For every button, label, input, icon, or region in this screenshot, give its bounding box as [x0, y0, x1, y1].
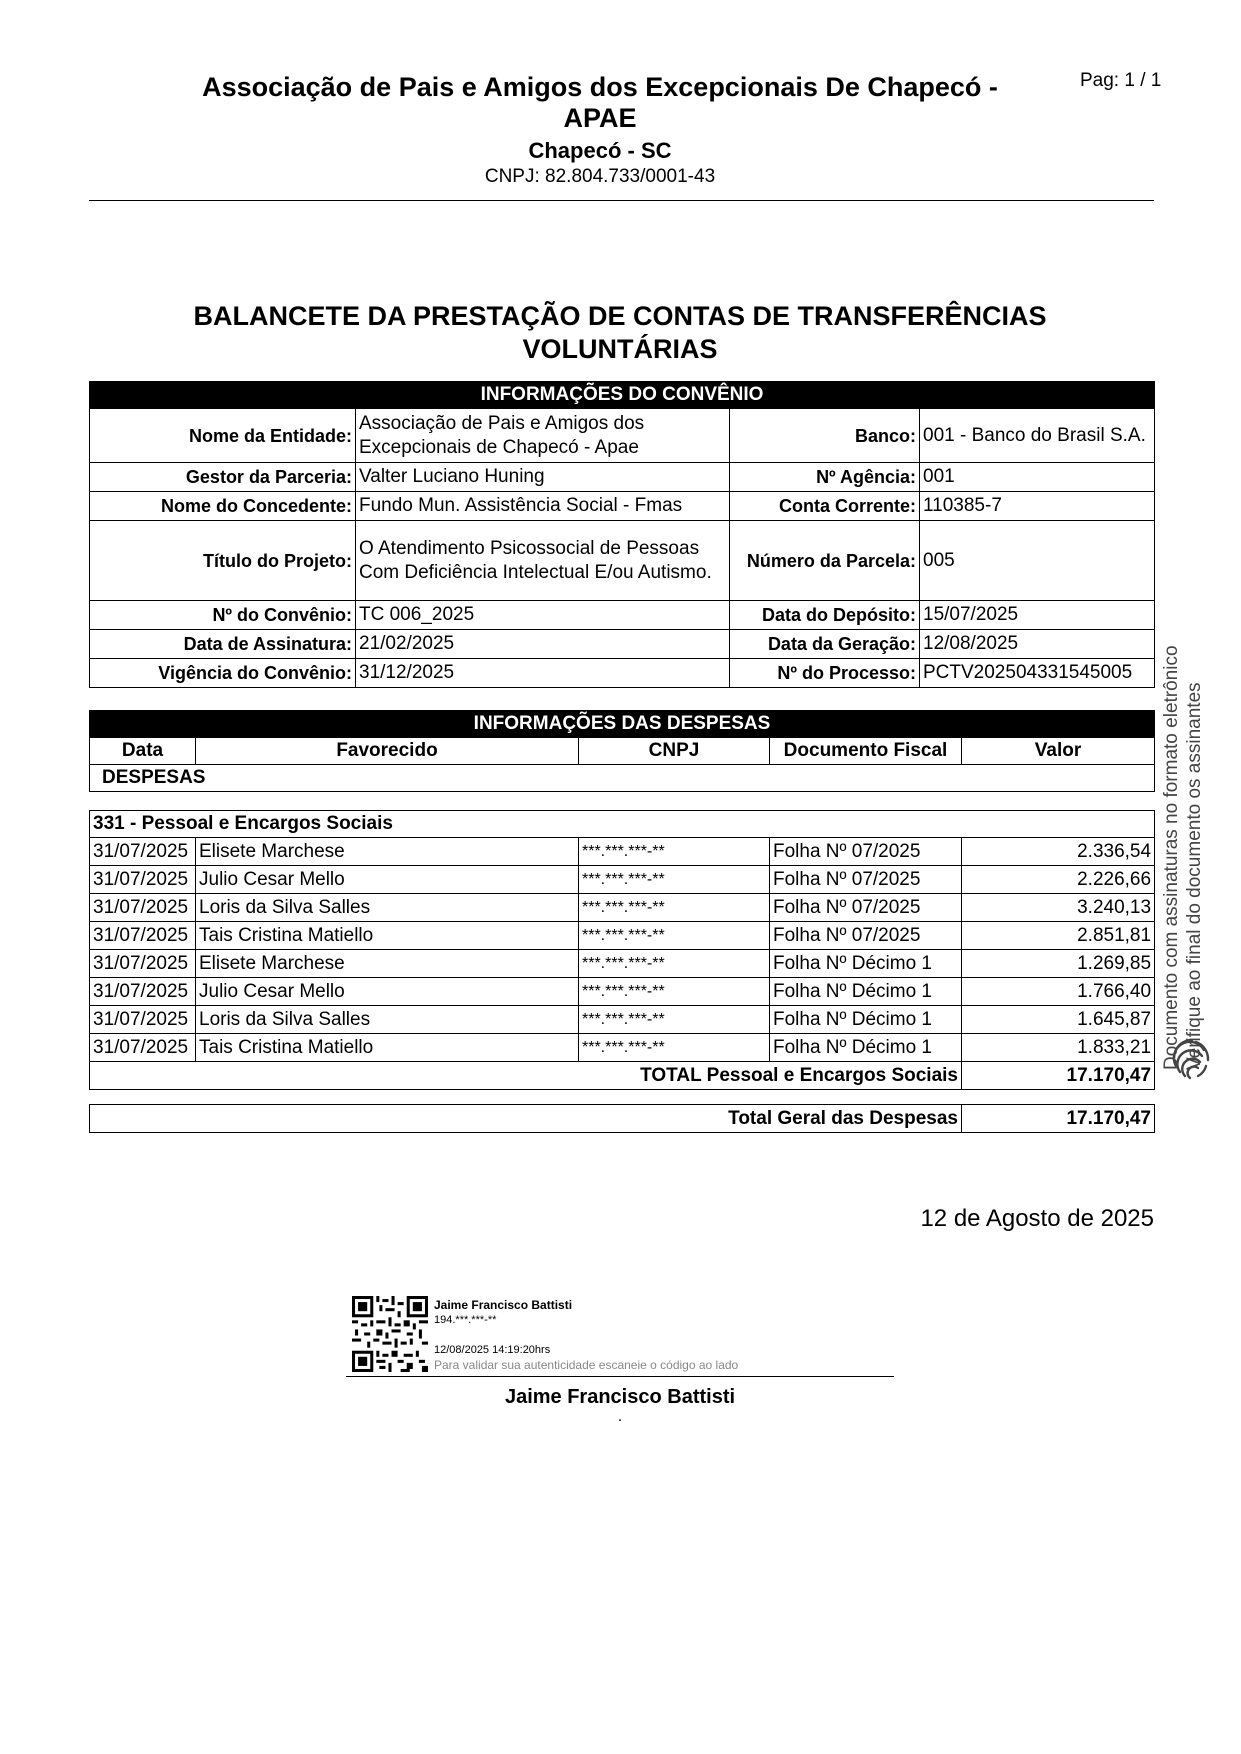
row-documento: Folha Nº Décimo 1 [770, 1034, 962, 1062]
electronic-signature-note [1160, 570, 1206, 1070]
banco-value: 001 - Banco do Brasil S.A. [920, 409, 1155, 463]
total-value: 17.170,47 [962, 1105, 1155, 1133]
row-favorecido: Elisete Marchese [196, 838, 579, 866]
row-date: 31/07/2025 [90, 1034, 196, 1062]
row-documento: Folha Nº Décimo 1 [770, 978, 962, 1006]
table-row [90, 978, 1155, 1006]
convenio-section-title: INFORMAÇÕES DO CONVÊNIO [90, 382, 1155, 409]
organization-title-line2: APAE [563, 103, 637, 133]
organization-title [180, 72, 1020, 134]
table-row [90, 838, 1155, 866]
row-cnpj: ***.***.***-** [579, 866, 770, 894]
titulo-value: O Atendimento Psicossocial de Pessoas Com Deficiência Intelectual E/ou Autismo. [356, 521, 730, 601]
vigencia-label: Vigência do Convênio: [90, 659, 356, 688]
row-favorecido: Julio Cesar Mello [196, 866, 579, 894]
row-favorecido: Loris da Silva Salles [196, 894, 579, 922]
row-documento: Folha Nº 07/2025 [770, 894, 962, 922]
row-valor: 1.833,21 [962, 1034, 1155, 1062]
row-date: 31/07/2025 [90, 922, 196, 950]
row-valor: 2.226,66 [962, 866, 1155, 894]
parcela-label: Número da Parcela: [730, 521, 920, 601]
side-note-line2: Verifique ao final do documento os assinantes [1184, 682, 1205, 1070]
table-row [90, 1006, 1155, 1034]
despesas-group-label: DESPESAS [90, 765, 1155, 792]
table-row [90, 1034, 1155, 1062]
processo-label: Nº do Processo: [730, 659, 920, 688]
parcela-value: 005 [920, 521, 1155, 601]
processo-value: PCTV202504331545005 [920, 659, 1155, 688]
column-header-favorecido: Favorecido [196, 738, 579, 765]
row-cnpj: ***.***.***-** [579, 922, 770, 950]
despesas-header-table [89, 710, 1155, 792]
geracao-label: Data da Geração: [730, 630, 920, 659]
row-date: 31/07/2025 [90, 866, 196, 894]
row-date: 31/07/2025 [90, 838, 196, 866]
convenio-info-table [89, 381, 1155, 688]
row-favorecido: Julio Cesar Mello [196, 978, 579, 1006]
page-number: Pag: 1 / 1 [1080, 70, 1162, 91]
organization-cnpj: CNPJ: 82.804.733/0001-43 [484, 166, 716, 187]
deposito-value: 15/07/2025 [920, 601, 1155, 630]
titulo-label: Título do Projeto: [90, 521, 356, 601]
row-valor: 1.269,85 [962, 950, 1155, 978]
organization-title-line1: Associação de Pais e Amigos dos Excepcionais De Chapecó - [202, 72, 998, 102]
despesas-section-title: INFORMAÇÕES DAS DESPESAS [90, 711, 1155, 738]
banco-label: Banco: [730, 409, 920, 463]
document-date: 12 de Agosto de 2025 [920, 1205, 1154, 1232]
nome-entidade-label: Nome da Entidade: [90, 409, 356, 463]
assinatura-value: 21/02/2025 [356, 630, 730, 659]
row-documento: Folha Nº 07/2025 [770, 838, 962, 866]
column-header-cnpj: CNPJ [579, 738, 770, 765]
nome-entidade-value: Associação de Pais e Amigos dos Excepcionais de Chapecó - Apae [356, 409, 730, 463]
document-title-line1: BALANCETE DA PRESTAÇÃO DE CONTAS DE TRANSFERÊNCIAS [193, 301, 1047, 331]
signature-datetime: 12/08/2025 14:19:20hrs [434, 1344, 551, 1356]
signer-cpf: 194.***.***-** [434, 1314, 497, 1326]
row-cnpj: ***.***.***-** [579, 894, 770, 922]
row-cnpj: ***.***.***-** [579, 838, 770, 866]
concedente-label: Nome do Concedente: [90, 492, 356, 521]
convenio-number-value: TC 006_2025 [356, 601, 730, 630]
total-label: Total Geral das Despesas [90, 1105, 962, 1133]
row-valor: 1.766,40 [962, 978, 1155, 1006]
concedente-value: Fundo Mun. Assistência Social - Fmas [356, 492, 730, 521]
row-valor: 1.645,87 [962, 1006, 1155, 1034]
signer-name-small: Jaime Francisco Battisti [434, 1298, 573, 1312]
validation-text: Para validar sua autenticidade escaneie o código ao lado [434, 1358, 739, 1372]
agencia-value: 001 [920, 463, 1155, 492]
row-documento: Folha Nº 07/2025 [770, 922, 962, 950]
subtotal-label: TOTAL Pessoal e Encargos Sociais [90, 1062, 962, 1090]
document-title-line2: VOLUNTÁRIAS [522, 334, 718, 364]
document-title [150, 300, 1090, 366]
vigencia-value: 31/12/2025 [356, 659, 730, 688]
conta-value: 110385-7 [920, 492, 1155, 521]
signer-name: Jaime Francisco Battisti [504, 1386, 736, 1408]
assinatura-label: Data de Assinatura: [90, 630, 356, 659]
gestor-label: Gestor da Parceria: [90, 463, 356, 492]
table-row [90, 950, 1155, 978]
signer-subtitle: . [617, 1408, 623, 1425]
conta-label: Conta Corrente: [730, 492, 920, 521]
row-favorecido: Tais Cristina Matiello [196, 1034, 579, 1062]
geracao-value: 12/08/2025 [920, 630, 1155, 659]
subtotal-value: 17.170,47 [962, 1062, 1155, 1090]
table-row [90, 894, 1155, 922]
header-divider [89, 200, 1154, 201]
row-cnpj: ***.***.***-** [579, 950, 770, 978]
table-row [90, 922, 1155, 950]
gestor-value: Valter Luciano Huning [356, 463, 730, 492]
row-documento: Folha Nº Décimo 1 [770, 1006, 962, 1034]
row-date: 31/07/2025 [90, 950, 196, 978]
row-date: 31/07/2025 [90, 894, 196, 922]
row-documento: Folha Nº Décimo 1 [770, 950, 962, 978]
row-favorecido: Tais Cristina Matiello [196, 922, 579, 950]
deposito-label: Data do Depósito: [730, 601, 920, 630]
table-row [90, 866, 1155, 894]
row-cnpj: ***.***.***-** [579, 1006, 770, 1034]
agencia-label: Nº Agência: [730, 463, 920, 492]
organization-city: Chapecó - SC [528, 138, 672, 163]
row-valor: 2.336,54 [962, 838, 1155, 866]
column-header-valor: Valor [962, 738, 1155, 765]
row-cnpj: ***.***.***-** [579, 1034, 770, 1062]
row-valor: 3.240,13 [962, 894, 1155, 922]
row-cnpj: ***.***.***-** [579, 978, 770, 1006]
row-favorecido: Elisete Marchese [196, 950, 579, 978]
despesas-detail-table [89, 810, 1155, 1090]
convenio-number-label: Nº do Convênio: [90, 601, 356, 630]
row-date: 31/07/2025 [90, 978, 196, 1006]
row-documento: Folha Nº 07/2025 [770, 866, 962, 894]
row-date: 31/07/2025 [90, 1006, 196, 1034]
row-valor: 2.851,81 [962, 922, 1155, 950]
side-note-line1: Documento com assinaturas no formato eletrônico [1161, 645, 1182, 1070]
total-table [89, 1104, 1155, 1133]
qr-code-icon [352, 1296, 428, 1372]
row-favorecido: Loris da Silva Salles [196, 1006, 579, 1034]
column-header-data: Data [90, 738, 196, 765]
category-label: 331 - Pessoal e Encargos Sociais [90, 811, 1155, 838]
fingerprint-icon [1168, 1036, 1212, 1080]
signature-line [346, 1376, 894, 1377]
column-header-documento: Documento Fiscal [770, 738, 962, 765]
